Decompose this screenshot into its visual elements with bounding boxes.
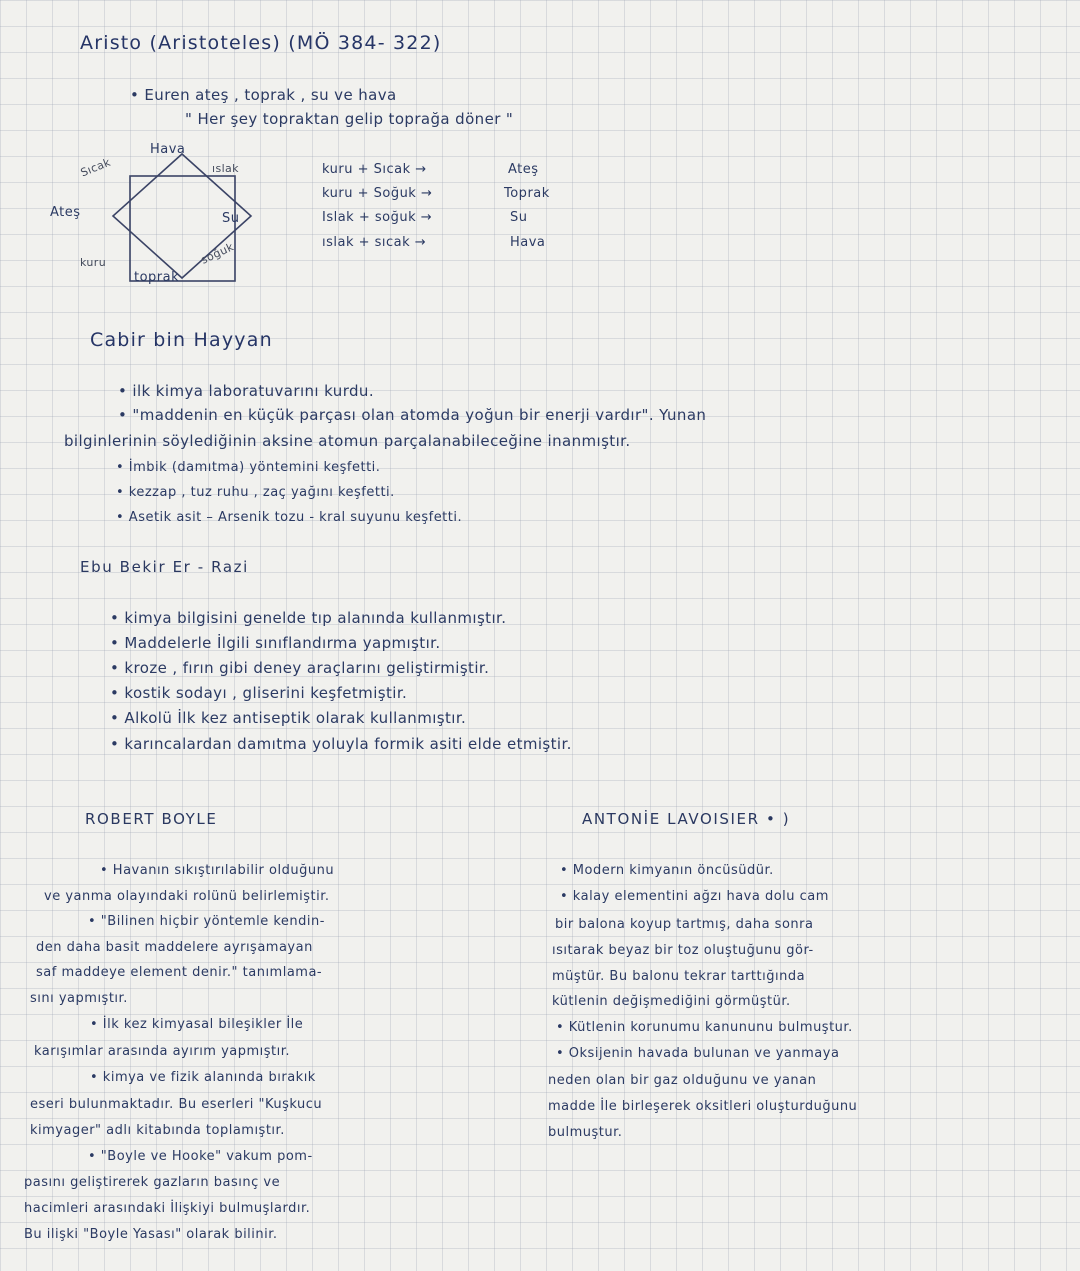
cabir-line: • Asetik asit – Arsenik tozu - kral suyunu keşfetti.	[116, 510, 463, 525]
lavoisier-line: madde İle birleşerek oksitleri oluşturduğunu	[548, 1099, 858, 1114]
boyle-line: pasını geliştirerek gazların basınç ve	[24, 1175, 281, 1190]
diagram-label-toprak: toprak	[134, 270, 180, 285]
rule-1-right: Ateş	[508, 162, 539, 177]
boyle-line: sını yapmıştır.	[30, 991, 128, 1006]
diagram-label-kuru: kuru	[80, 256, 107, 269]
boyle-line: saf maddeye element denir." tanımlama-	[36, 965, 323, 980]
lavoisier-line: • Kütlenin korunumu kanununu bulmuştur.	[556, 1020, 853, 1035]
diagram-label-su: Su	[222, 211, 240, 226]
boyle-line: • "Bilinen hiçbir yöntemle kendin-	[88, 914, 325, 929]
lavoisier-line: kütlenin değişmediğini görmüştür.	[552, 994, 791, 1009]
lavoisier-line: bulmuştur.	[548, 1125, 623, 1140]
cabir-title: Cabir bin Hayyan	[90, 329, 273, 351]
cabir-line: • kezzap , tuz ruhu , zaç yağını keşfetti.	[116, 485, 395, 500]
razi-line: • kimya bilgisini genelde tıp alanında kullanmıştır.	[110, 609, 507, 627]
boyle-line: eseri bulunmaktadır. Bu eserleri "Kuşkucu	[30, 1097, 323, 1112]
lavoisier-line: • kalay elementini ağzı hava dolu cam	[560, 889, 829, 904]
rule-2-right: Toprak	[504, 186, 550, 201]
boyle-line: den daha basit maddelere ayrışamayan	[36, 940, 313, 955]
lavoisier-line: müştür. Bu balonu tekrar tarttığında	[552, 969, 806, 984]
boyle-line: kimyager" adlı kitabında toplamıştır.	[30, 1123, 285, 1138]
lavoisier-line: ısıtarak beyaz bir toz oluştuğunu gör-	[552, 943, 814, 958]
lavoisier-line: • Oksijenin havada bulunan ve yanmaya	[556, 1046, 840, 1061]
diagram-label-ates: Ateş	[50, 205, 81, 220]
boyle-line: karışımlar arasında ayırım yapmıştır.	[34, 1044, 291, 1059]
lavoisier-line: bir balona koyup tartmış, daha sonra	[555, 917, 814, 932]
rule-3-left: Islak + soğuk →	[322, 210, 433, 225]
razi-line: • kroze , fırın gibi deney araçlarını geliştirmiştir.	[110, 659, 490, 677]
lavoisier-title: ANTONİE LAVOISIER • )	[582, 810, 791, 828]
razi-title: Ebu Bekir Er - Razi	[80, 558, 249, 576]
boyle-line: hacimleri arasındaki İlişkiyi bulmuşlardır.	[24, 1201, 311, 1216]
aristo-elements-line: • Euren ateş , toprak , su ve hava	[130, 86, 397, 104]
razi-line: • Maddelerle İlgili sınıflandırma yapmıştır.	[110, 634, 441, 652]
razi-line: • karıncalardan damıtma yoluyla formik asiti elde etmiştir.	[110, 735, 572, 753]
diagram-label-islak: ıslak	[212, 162, 239, 175]
razi-line: • kostik sodayı , gliserini keşfetmiştir.	[110, 684, 408, 702]
rule-1-left: kuru + Sıcak →	[322, 162, 427, 177]
boyle-line: • İlk kez kimyasal bileşikler İle	[90, 1017, 304, 1032]
rule-2-left: kuru + Soğuk →	[322, 186, 433, 201]
rule-4-right: Hava	[510, 235, 546, 250]
boyle-line: Bu ilişki "Boyle Yasası" olarak bilinir.	[24, 1227, 278, 1242]
cabir-line: • "maddenin en küçük parçası olan atomda yoğun bir enerji vardır". Yunan	[118, 406, 707, 424]
aristo-title: Aristo (Aristoteles) (MÖ 384- 322)	[80, 32, 442, 54]
rule-3-right: Su	[510, 210, 528, 225]
cabir-line: • ilk kimya laboratuvarını kurdu.	[118, 382, 374, 400]
boyle-line: ve yanma olayındaki rolünü belirlemiştir.	[44, 889, 330, 904]
lavoisier-line: neden olan bir gaz olduğunu ve yanan	[548, 1073, 817, 1088]
cabir-line: bilginlerinin söylediğinin aksine atomun parçalanabileceğine inanmıştır.	[64, 432, 631, 450]
lavoisier-line: • Modern kimyanın öncüsüdür.	[560, 863, 774, 878]
boyle-line: • Havanın sıkıştırılabilir olduğunu	[100, 863, 335, 878]
boyle-title: ROBERT BOYLE	[85, 810, 218, 828]
diagram-label-hava: Hava	[150, 142, 186, 157]
aristo-quote-line: " Her şey topraktan gelip toprağa döner "	[185, 110, 514, 128]
boyle-line: • "Boyle ve Hooke" vakum pom-	[88, 1149, 313, 1164]
diagram-square	[130, 176, 235, 281]
rule-4-left: ıslak + sıcak →	[322, 235, 427, 250]
razi-line: • Alkolü İlk kez antiseptik olarak kullanmıştır.	[110, 709, 467, 727]
diagram-label-sicak: Sıcak	[78, 155, 113, 180]
cabir-line: • İmbik (damıtma) yöntemini keşfetti.	[116, 460, 381, 475]
diagram-label-soguk: soğuk	[198, 240, 236, 267]
boyle-line: • kimya ve fizik alanında bırakık	[90, 1070, 316, 1085]
